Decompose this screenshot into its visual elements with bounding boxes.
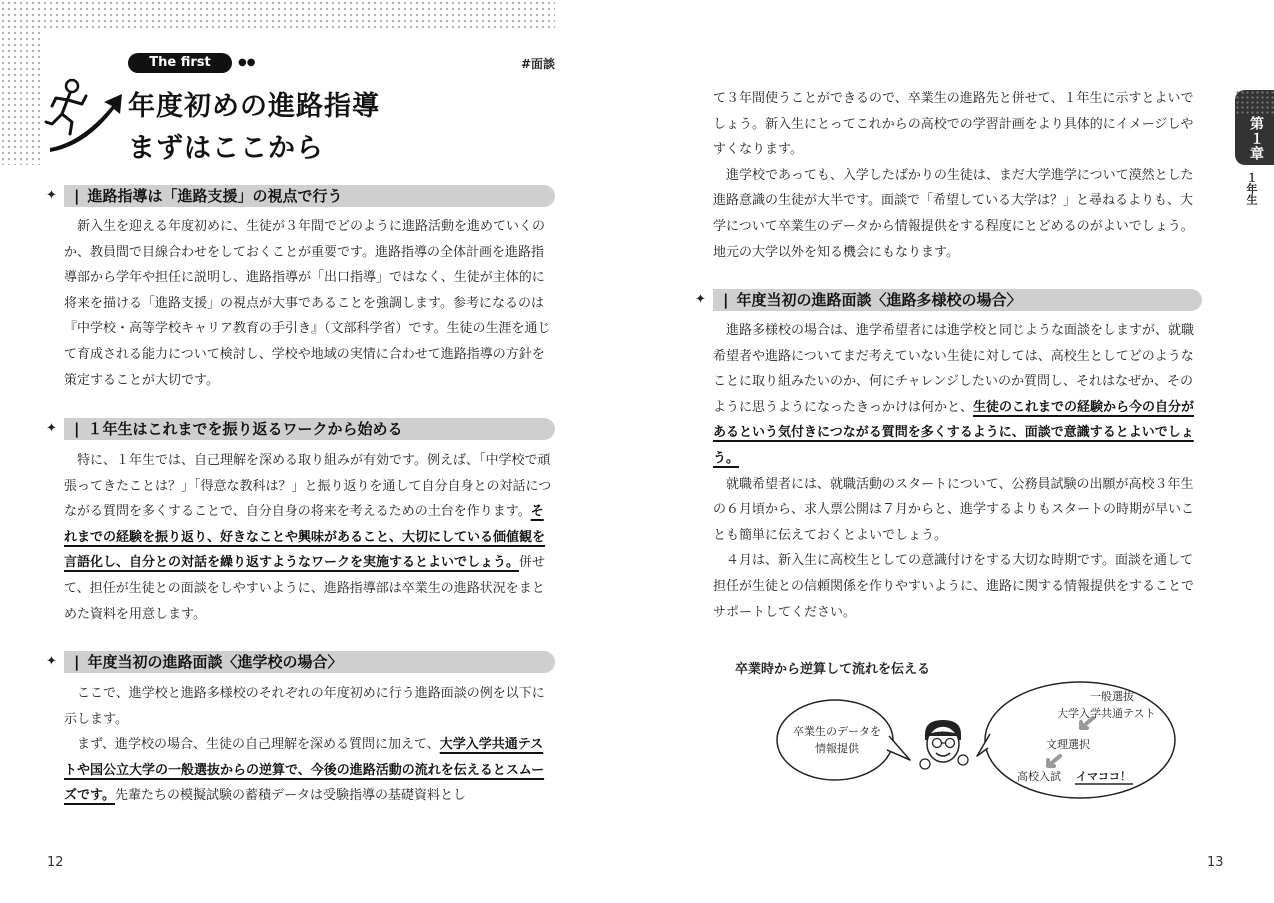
section-heading-4 [695, 289, 1202, 311]
section-heading-1 [46, 185, 555, 207]
section-heading-2 [46, 418, 555, 440]
topic-tag: #面談 [521, 57, 556, 71]
section-heading-4-text: | 年度当初の進路面談〈進路多様校の場合〉 [723, 289, 1022, 311]
left-bubble-line: 卒業生のデータを [793, 725, 881, 738]
section-1-body [64, 214, 556, 393]
page-title-line2: まずはここから [128, 133, 324, 164]
section-heading-3-text: | 年度当初の進路面談〈進学校の場合〉 [74, 651, 343, 673]
paragraph [64, 448, 556, 627]
flow-item-koko: 高校入試 [1017, 770, 1061, 783]
sparkle-icon: ✦ [46, 421, 57, 436]
sparkle-icon: ✦ [46, 188, 57, 203]
flow-item-ippan: 一般選抜 [1090, 690, 1134, 703]
paragraph: 新入生を迎える年度初めに、生徒が３年間でどのように進路活動を進めていくのか、教員間で目線合わせをしておくことが重要です。進路指導の全体計画を進路指導部から学年や担任に説明し、進路指導が「出口指導」ではなく、生徒が主体的に将来を描ける「進路支援」の視点が大事であることを強調します。参考になるのは『中学校・高等学校キャリア教育の手引き』（文部科学省）です。生徒の生涯を通じて育成される能力について検討し、学校や地域の実情に合わせて進路指導の方針を策定することが大切です。 [64, 219, 551, 388]
chapter-label: 第１章 [1248, 116, 1264, 161]
paragraph: ここで、進学校と進路多様校のそれぞれの年度初めに行う進路面談の例を以下に示します。 [64, 686, 545, 727]
paragraph-text: 先輩たちの模擬試験の蓄積データは受験指導の基礎資料とし [114, 788, 466, 804]
flow-item-kyotsu: 大学入学共通テスト [1057, 707, 1156, 720]
chapter-tab-dots [1235, 90, 1274, 115]
paragraph-text: まず、進学校の場合、生徒の自己理解を深める質問に加えて、 [77, 737, 440, 753]
paragraph [713, 318, 1205, 472]
right-body-top [713, 86, 1205, 265]
flow-item-imakoko: イマココ！ [1076, 770, 1131, 783]
paragraph [64, 732, 556, 809]
right-body-bottom [713, 318, 1205, 625]
sparkle-icon: ✦ [46, 654, 57, 669]
section-heading-1-text: | 進路指導は「進路支援」の視点で行う [74, 185, 343, 207]
paragraph: 進学校であっても、入学したばかりの生徒は、まだ大学進学について漠然とした進路意識の生徒が大半です。面談で「希望している大学は？」と尋ねるよりも、大学について卒業生のデータから情報提供をする程度にとどめるのがよいでしょう。地元の大学以外を知る機会にもなります。 [713, 167, 1194, 260]
paragraph-text: 特に、１年生では、自己理解を深める取り組みが有効です。例えば、「中学校で頑張ってきたことは？」「得意な教科は？」と振り返りを通して自分自身との対話につながる質問を多くすることで、自分自身の将来を考えるための土台を作ります。 [64, 453, 552, 520]
emphasis-text: 生徒のこれまでの経験から今の自分があるという気付きにつながる質問を多くするように、面談で意識するとよいでしょう。 [713, 399, 1195, 466]
dot-pattern-top [0, 0, 555, 30]
grade-badge: The first grade [128, 53, 232, 73]
left-bubble-text [777, 723, 897, 757]
page-number-left: 12 [47, 855, 64, 870]
section-3-body [64, 681, 556, 809]
emphasis-text: それまでの経験を振り返り、好きなことや興味があること、大切にしている価値観を言語化し、自分との対話を繰り返すようなワークを実施するとよいでしょう。 [64, 504, 546, 571]
flow-item-bunri: 文理選択 [1046, 738, 1090, 751]
paragraph: 就職希望者には、就職活動のスタートについて、公務員試験の出願が高校３年生の６月頃から、求人票公開は７月からと、進学するよりもスタートの時期が早いことも簡単に伝えておくとよいでしょう。 [713, 476, 1195, 543]
diagram-title: 卒業時から逆算して流れを伝える [735, 662, 931, 677]
section-heading-3 [46, 651, 555, 673]
paragraph: ４月は、新入生に高校生としての意識付けをする大切な時期です。面談を通して担任が生徒との信頼関係を作りやすいように、進路に関する情報提供をすることでサポートしてください。 [713, 553, 1195, 620]
paragraph-text: 進路多様校の場合は、進学希望者には進学校と同じような面談をしますが、就職希望者や進路についてまだ考えていない生徒に対しては、高校生としてどのようなことに取り組みたいのか、何にチャレンジしたいのか質問し、それはなぜか、そのように思うようになったきっかけは何かと、 [713, 323, 1195, 415]
chapter-sub-label: １年生 [1245, 172, 1258, 205]
paragraph-text: 併せて、担任が生徒との面談をしやすいように、進路指導部は卒業生の進路状況をまとめた資料を用意します。 [64, 555, 546, 622]
section-heading-2-text: | １年生はこれまでを振り返るワークから始める [74, 418, 403, 440]
teacher-icon [920, 720, 968, 769]
sparkle-icon: ✦ [695, 292, 706, 307]
left-bubble-line: 情報提供 [815, 742, 859, 755]
emphasis-text: 大学入学共通テストや国公立大学の一般選抜からの逆算で、今後の進路活動の流れを伝えるとスムーズです。 [64, 737, 545, 804]
paragraph: て３年間使うことができるので、卒業生の進路先と併せて、１年生に示すとよいでしょう。新入生にとってこれからの高校での学習計画をより具体的にイメージしやすくなります。 [713, 91, 1194, 158]
grade-dots: ●● [238, 57, 256, 68]
page-number-right: 13 [1207, 855, 1224, 870]
page-title-line1: 年度初めの進路指導 [128, 91, 380, 122]
runner-icon [42, 76, 124, 154]
dot-pattern-left [0, 0, 40, 165]
section-2-body [64, 448, 556, 627]
